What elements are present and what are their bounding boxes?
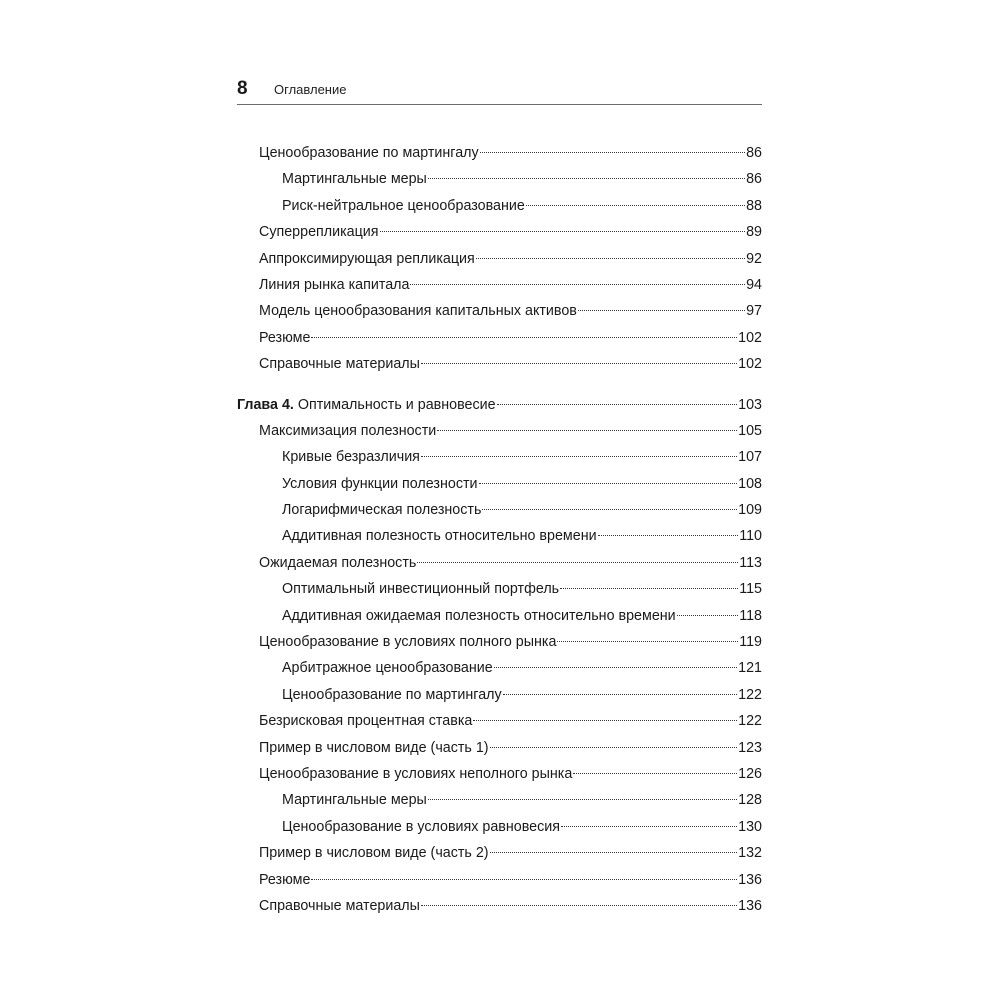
toc-entry-title: Ценообразование по мартингалу	[259, 145, 479, 161]
toc-entry	[237, 629, 762, 655]
dot-leader	[417, 562, 738, 563]
chapter-label: Глава 4.	[237, 396, 294, 413]
dot-leader	[503, 694, 737, 695]
toc-entry	[237, 655, 762, 681]
toc-entry	[237, 576, 762, 602]
toc-entry	[237, 246, 762, 272]
toc-entry-title: Максимизация полезности	[259, 422, 437, 439]
toc-entry	[237, 444, 762, 470]
dot-leader	[428, 178, 745, 179]
toc-entry-page: 126	[738, 765, 762, 782]
dot-leader	[490, 852, 738, 853]
toc-entry	[237, 140, 762, 166]
page-header	[237, 78, 762, 105]
toc-entry-page: 136	[738, 871, 762, 888]
dot-leader	[490, 747, 738, 748]
toc-entry-title: Справочные материалы	[259, 356, 420, 373]
toc-entry-page: 110	[739, 528, 762, 545]
dot-leader	[494, 667, 737, 668]
toc-chapter-title	[237, 392, 496, 418]
running-title: Оглавление	[274, 82, 347, 97]
dot-leader	[480, 152, 745, 153]
dot-leader	[476, 258, 745, 259]
toc-entry-page: 122	[738, 686, 762, 703]
dot-leader	[421, 363, 737, 364]
toc-entry-title: Ценообразование по мартингалу	[282, 686, 502, 703]
dot-leader	[421, 905, 737, 906]
toc-entry-page: 118	[739, 607, 762, 624]
toc-entry-title: Ценообразование в условиях полного рынка	[259, 634, 557, 651]
toc-entry	[237, 219, 762, 245]
dot-leader	[482, 509, 737, 510]
toc-entry-title: Модель ценообразования капитальных активов	[259, 303, 577, 320]
toc-section-chapter-4	[237, 392, 762, 920]
toc-entry-page: 132	[738, 845, 762, 862]
dot-leader	[311, 879, 737, 880]
toc-entry	[237, 867, 762, 893]
toc-entry-title: Резюме	[259, 329, 311, 346]
toc-entry-page: 121	[738, 660, 762, 677]
dot-leader	[573, 773, 737, 774]
toc-entry	[237, 761, 762, 787]
dot-leader	[421, 456, 737, 457]
dot-leader	[479, 483, 738, 484]
dot-leader	[561, 826, 737, 827]
toc-entry	[237, 787, 762, 813]
toc-entry-title: Мартингальные меры	[282, 171, 427, 188]
toc-entry-title: Пример в числовом виде (часть 1)	[259, 739, 489, 756]
toc-entry	[237, 298, 762, 324]
toc-entry-title: Резюме	[259, 871, 311, 888]
toc-entry-page: 123	[738, 739, 762, 756]
toc-entry-page: 113	[739, 554, 762, 571]
toc-entry	[237, 682, 762, 708]
toc-entry-page: 115	[739, 581, 762, 598]
toc-entry	[237, 603, 762, 629]
toc-entry-page: 103	[738, 396, 762, 413]
toc-entry-title: Справочные материалы	[259, 897, 420, 914]
toc-entry	[237, 497, 762, 523]
toc-entry-title: Мартингальные меры	[282, 792, 427, 809]
toc-entry	[237, 471, 762, 497]
toc-entry-title: Ожидаемая полезность	[259, 554, 417, 571]
table-of-contents	[237, 140, 762, 919]
dot-leader	[380, 231, 746, 232]
toc-entry-page: 89	[746, 224, 762, 241]
dot-leader	[677, 615, 739, 616]
toc-entry-title: Суперрепликация	[259, 224, 379, 241]
dot-leader	[560, 588, 738, 589]
toc-entry	[237, 166, 762, 192]
toc-entry-page: 88	[746, 197, 762, 214]
toc-entry-title: Линия рынка капитала	[259, 276, 410, 293]
toc-entry-page: 108	[738, 475, 762, 492]
toc-entry-title: Оптимальный инвестиционный портфель	[282, 581, 560, 598]
toc-entry	[237, 523, 762, 549]
toc-entry-page: 86	[746, 171, 762, 188]
toc-entry-title: Ценообразование в условиях неполного рынка	[259, 765, 573, 782]
toc-entry	[237, 893, 762, 919]
toc-entry-title: Арбитражное ценообразование	[282, 660, 493, 677]
toc-entry	[237, 550, 762, 576]
toc-entry-page: 94	[746, 276, 762, 293]
toc-entry-page: 128	[738, 792, 762, 809]
dot-leader	[526, 205, 745, 206]
toc-entry	[237, 193, 762, 219]
dot-leader	[598, 535, 739, 536]
toc-entry	[237, 418, 762, 444]
toc-entry-page: 119	[739, 634, 762, 651]
toc-chapter-entry	[237, 392, 762, 418]
toc-entry-page: 130	[738, 818, 762, 835]
toc-entry	[237, 735, 762, 761]
dot-leader	[497, 404, 738, 405]
dot-leader	[557, 641, 738, 642]
dot-leader	[410, 284, 745, 285]
chapter-name: Оптимальность и равновесие	[293, 396, 496, 413]
toc-entry-title: Безрисковая процентная ставка	[259, 713, 473, 730]
toc-entry	[237, 351, 762, 377]
toc-entry-title: Логарифмическая полезность	[282, 502, 482, 519]
dot-leader	[311, 337, 737, 338]
toc-entry-title: Риск-нейтральное ценообразование	[282, 197, 525, 214]
toc-entry	[237, 708, 762, 734]
toc-entry	[237, 814, 762, 840]
toc-entry-title: Кривые безразличия	[282, 449, 420, 466]
toc-entry-page: 102	[738, 356, 762, 373]
toc-entry-page: 86	[746, 145, 762, 161]
toc-entry-page: 102	[738, 329, 762, 346]
dot-leader	[437, 430, 737, 431]
toc-entry-page: 107	[738, 449, 762, 466]
toc-entry	[237, 325, 762, 351]
toc-entry-title: Условия функции полезности	[282, 475, 478, 492]
toc-section-chapter-3-continued	[237, 140, 762, 378]
page-number: 8	[237, 78, 248, 99]
toc-entry-page: 92	[746, 250, 762, 267]
toc-entry-page: 109	[738, 502, 762, 519]
dot-leader	[578, 310, 745, 311]
toc-entry-title: Пример в числовом виде (часть 2)	[259, 845, 489, 862]
toc-entry-page: 122	[738, 713, 762, 730]
toc-entry-page: 136	[738, 897, 762, 914]
toc-entry-title: Аппроксимирующая репликация	[259, 250, 475, 267]
toc-entry-page: 97	[746, 303, 762, 320]
toc-entry-page: 105	[738, 422, 762, 439]
dot-leader	[473, 720, 737, 721]
toc-entry-title: Аддитивная ожидаемая полезность относительно времени	[282, 607, 676, 624]
dot-leader	[428, 799, 737, 800]
toc-entry-title: Аддитивная полезность относительно времени	[282, 528, 597, 545]
toc-entry-title: Ценообразование в условиях равновесия	[282, 818, 561, 835]
toc-entry	[237, 840, 762, 866]
toc-entry	[237, 272, 762, 298]
